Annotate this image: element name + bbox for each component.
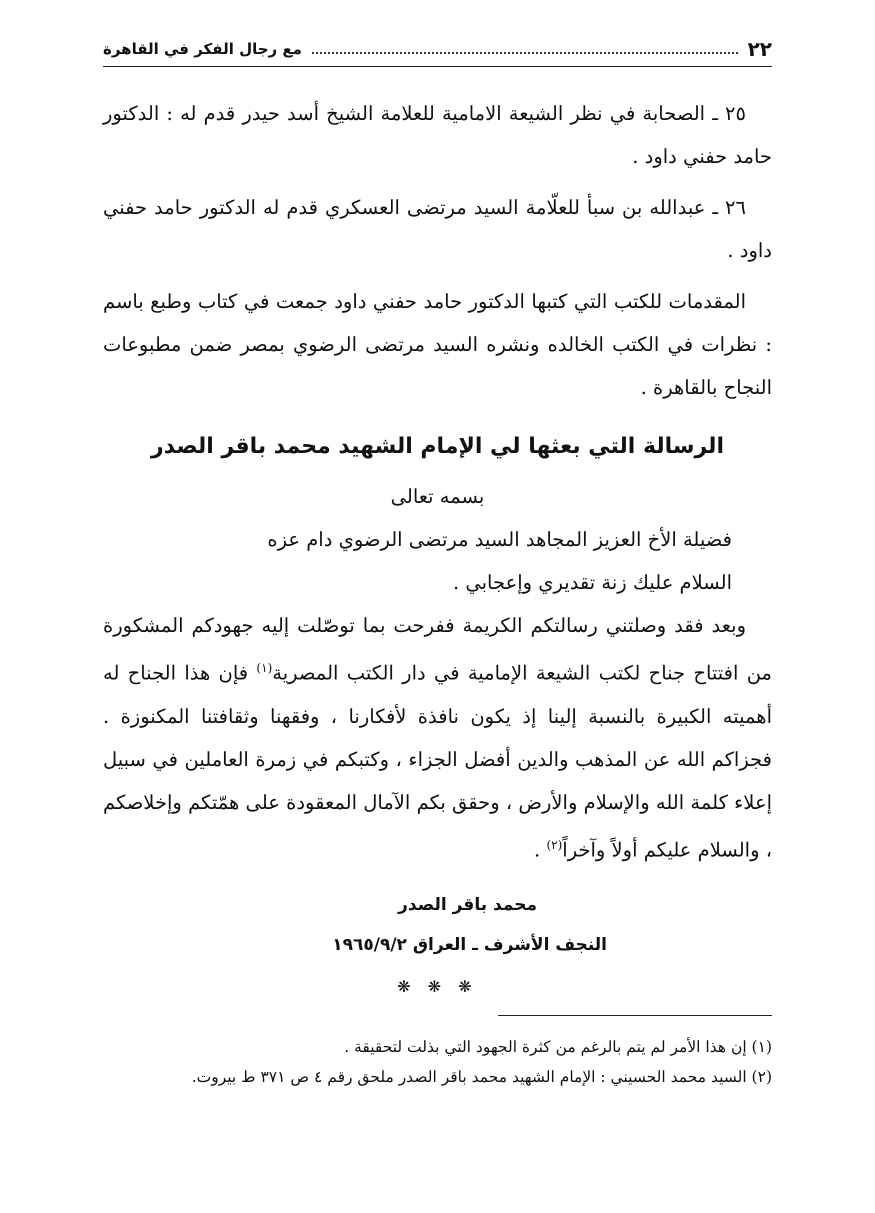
- signature-block: [103, 885, 772, 965]
- list-item-26: ٢٦ ـ عبدالله بن سبأ للعلّامة السيد مرتضى العسكري قدم له الدكتور حامد حفني داود .: [103, 196, 772, 262]
- main-text: [103, 92, 772, 1008]
- list-item-25: ٢٥ ـ الصحابة في نظر الشيعة الامامية للعلامة الشيخ أسد حيدر قدم له : الدكتور حامد حفني داود .: [103, 102, 772, 168]
- letter-heading: الرسالة التي بعثها لي الإمام الشهيد محمد باقر الصدر: [151, 434, 724, 459]
- letter-salutation: فضيلة الأخ العزيز المجاهد السيد مرتضى الرضوي دام عزه: [267, 528, 732, 551]
- page-number: ٢٢: [747, 37, 772, 61]
- letter-body: [103, 604, 772, 871]
- letter-body-end: .: [534, 838, 547, 861]
- letter-body-part2: فإن هذا الجناح له أهميته الكبيرة بالنسبة إلينا إذ يكون نافذة لأفكارنا ، وفقهنا وثقافتنا المكنوزة . فجزاكم الله عن المذهب والدين أفضل الجزاء ، وكتبكم في زمرة العاملين في سبيل إعلاء كلمة الله والإسلام والأرض ، وحقق بكم الآمال المعقودة على همّتكم وإخلاصكم ، والسلام عليكم أولاً وآخراً: [103, 661, 772, 861]
- signature-place-date: النجف الأشرف ـ العراق ١٩٦٥/٩/٢: [332, 935, 607, 955]
- signature-name: محمد باقر الصدر: [398, 895, 537, 915]
- running-title: مع رجال الفكر في القاهرة: [103, 40, 302, 58]
- footnote-rule: [498, 1015, 772, 1016]
- letter-body-part1: وبعد فقد وصلتني رسالتكم الكريمة ففرحت بما توصّلت إليه جهودكم المشكورة من افتتاح جناح لكتب الشيعة الإمامية في دار الكتب المصرية: [103, 614, 772, 685]
- page-header: [103, 32, 772, 67]
- dotted-leader: [312, 52, 738, 54]
- footnote-2: (٢) السيد محمد الحسيني : الإمام الشهيد محمد باقر الصدر ملحق رقم ٤ ص ٣٧١ ط بيروت.: [191, 1068, 772, 1086]
- footnote-ref-2: (٢): [546, 837, 563, 852]
- footnote-1: (١) إن هذا الأمر لم يتم بالرغم من كثرة الجهود التي بذلت لتحقيقة .: [344, 1038, 772, 1056]
- section-separator: ❋ ❋ ❋: [397, 977, 478, 996]
- letter-greeting: السلام عليك زنة تقديري وإعجابي .: [452, 571, 732, 594]
- bismihi-line: بسمه تعالى: [390, 485, 485, 508]
- footnotes: [103, 1032, 772, 1092]
- footnote-ref-1: (١): [256, 661, 273, 675]
- intros-paragraph: المقدمات للكتب التي كتبها الدكتور حامد حفني داود جمعت في كتاب وطبع باسم : نظرات في الكتب الخالده ونشره السيد مرتضى الرضوي بمصر ضمن مطبوعات النجاح بالقاهرة .: [103, 290, 772, 399]
